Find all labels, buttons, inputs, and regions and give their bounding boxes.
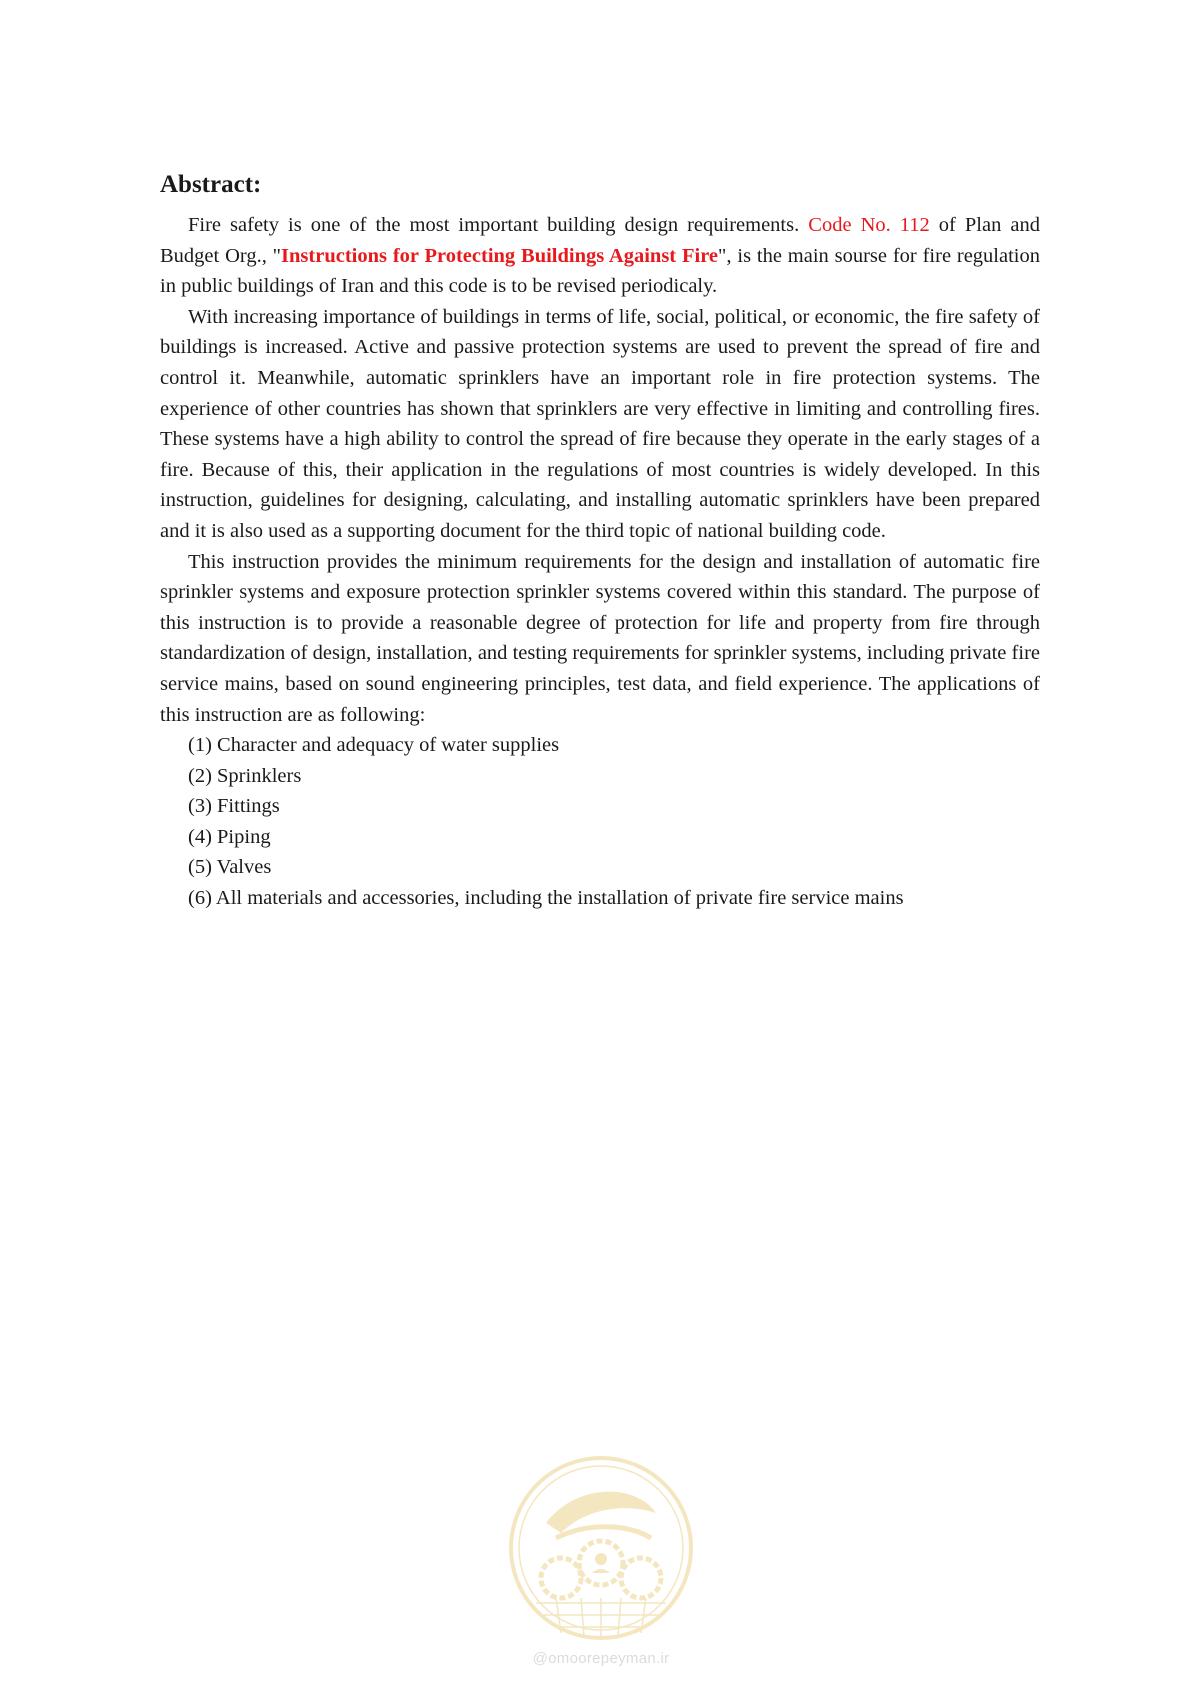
watermark-site-text: @omoorepeyman.ir <box>532 1650 670 1667</box>
paragraph-1-text-a: Fire safety is one of the most important building design requirements. <box>188 214 809 236</box>
list-item: (5) Valves <box>188 856 272 879</box>
applications-list <box>160 730 1040 914</box>
list-item: (1) Character and adequacy of water supplies <box>188 734 560 757</box>
paragraph-1 <box>160 210 1040 302</box>
document-page <box>160 170 1040 914</box>
list-item: (3) Fittings <box>188 795 280 818</box>
list-item: (4) Piping <box>188 825 271 848</box>
list-item: (2) Sprinklers <box>188 764 302 787</box>
watermark-seal-icon <box>506 1453 696 1648</box>
abstract-heading: Abstract: <box>160 171 262 198</box>
code-reference: Code No. 112 <box>808 214 930 236</box>
paragraph-3: This instruction provides the minimum requirements for the design and installation of automatic fire sprinkler systems and exposure protection sprinkler systems covered within this standard. The purpose of this instruction is to provide a reasonable degree of protection for life and property from fire through standardization of design, installation, and testing requirements for sprinkler systems, including private fire service mains, based on sound engineering principles, test data, and field experience. The applications of this instruction are as following: <box>160 550 1040 726</box>
paragraph-2: With increasing importance of buildings in terms of life, social, political, or economic, the fire safety of buildings is increased. Active and passive protection systems are used to prevent the spread of fire and control it. Meanwhile, automatic sprinklers have an important role in fire protection systems. The experience of other countries has shown that sprinklers are very effective in limiting and controlling fires. These systems have a high ability to control the spread of fire because they operate in the early stages of a fire. Because of this, their application in the regulations of most countries is widely developed. In this instruction, guidelines for designing, calculating, and installing automatic sprinklers have been prepared and it is also used as a supporting document for the third topic of national building code. <box>160 305 1040 542</box>
paragraph-1-text-c: ", is the main sourse for fire regulation in public buildings of Iran and this code is to be revised periodicaly. <box>160 244 1040 298</box>
paragraph-1-text-b: of Plan and Budget Org., " <box>160 214 1040 267</box>
watermark-logo <box>506 1453 696 1668</box>
list-item: (6) All materials and accessories, including the installation of private fire service mains <box>188 887 904 910</box>
document-title-reference: Instructions for Protecting Buildings Against Fire <box>281 244 719 267</box>
